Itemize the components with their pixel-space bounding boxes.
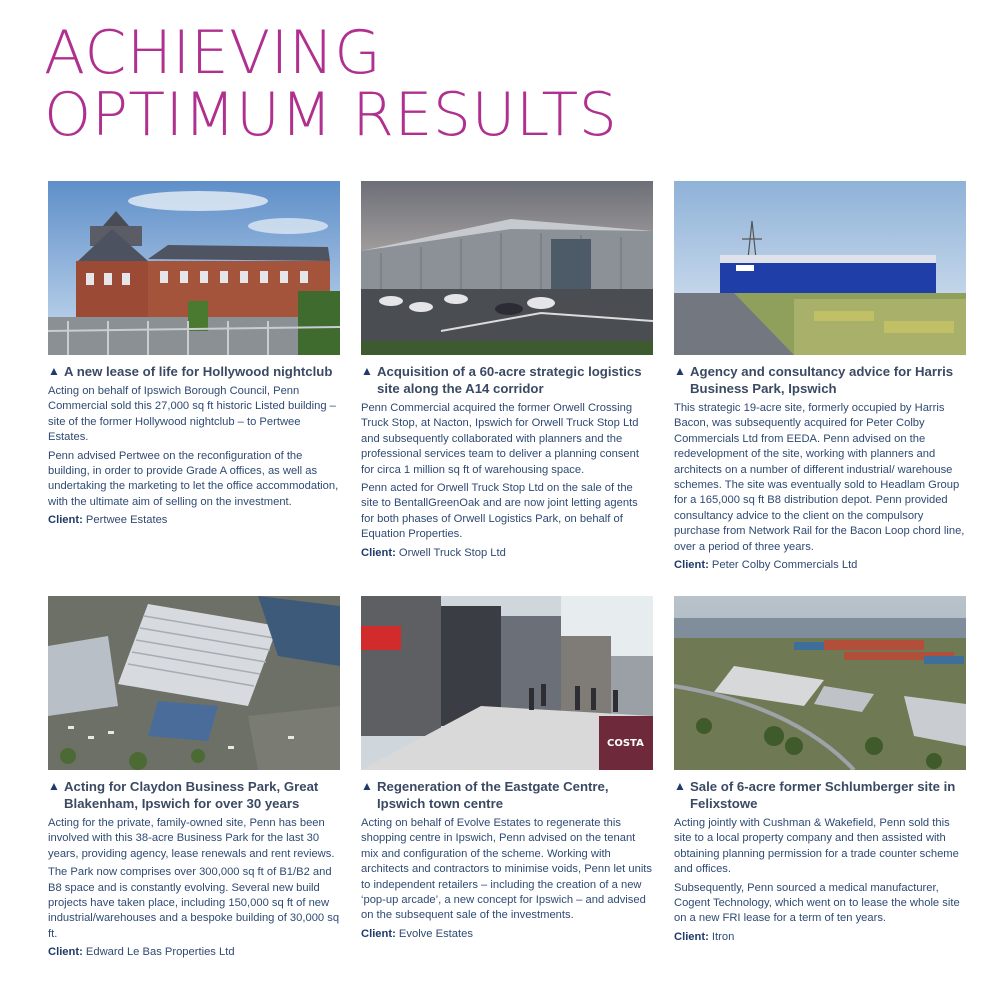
- photo-harris-business-park: [674, 181, 966, 355]
- client-name: Itron: [711, 930, 735, 943]
- card-paragraph: The Park now comprises over 300,000 sq ft of B1/B2 and B8 space and is constantly evolving. Several new build projects have taken place, including 150,000 sq ft of new industrial/warehouses and a bespoke building of 30,000 sq ft.: [48, 866, 340, 940]
- card-body: [674, 816, 966, 927]
- card-heading-text: Regeneration of the Eastgate Centre, Ipswich town centre: [377, 779, 609, 811]
- card-paragraph: This strategic 19-acre site, formerly occupied by Harris Bacon, was subsequently acquired for Peter Colby Commercials Ltd from EEDA. Penn advised on the redevelopment of the site, working with planners and architects on a number of different industrial/ warehouse schemes. The site was eventually sold to Headlam Group for a 165,000 sq ft B8 distribution depot. Penn provided consultancy advice to the client on the compulsory purchase from Network Rail for the Bacon Loop chord line, over a period of three years.: [674, 402, 965, 553]
- card-body: [674, 401, 966, 555]
- client-name: Evolve Estates: [398, 927, 473, 940]
- client-line: [48, 513, 340, 528]
- triangle-bullet-icon: ▲: [48, 364, 60, 378]
- triangle-bullet-icon: ▲: [48, 779, 60, 793]
- client-name: Edward Le Bas Properties Ltd: [85, 946, 235, 959]
- card-paragraph: Penn Commercial acquired the former Orwell Crossing Truck Stop, at Nacton, Ipswich for Orwell Truck Stop Ltd and subsequently collaborated with planners and the professional services team to deliver a planning consent for circa 1 million sq ft of warehousing space.: [361, 402, 639, 476]
- card-heading: [361, 363, 653, 397]
- client-label: Client:: [48, 946, 83, 959]
- card-body: [361, 401, 653, 543]
- case-study-harris: [674, 181, 966, 573]
- card-paragraph: Subsequently, Penn sourced a medical manufacturer, Cogent Technology, which went on to lease the whole site on a new FRI lease for a term of ten years.: [674, 881, 960, 925]
- photo-felixstowe-aerial: [674, 596, 966, 770]
- page-title: [44, 18, 618, 150]
- case-study-eastgate: [361, 596, 653, 942]
- case-study-claydon: [48, 596, 340, 960]
- card-heading-text: Acting for Claydon Business Park, Great Blakenham, Ipswich for over 30 years: [64, 779, 319, 811]
- photo-eastgate-street: [361, 596, 653, 770]
- card-heading: [674, 778, 966, 812]
- card-heading-text: A new lease of life for Hollywood nightclub: [64, 364, 333, 379]
- card-heading: [674, 363, 966, 397]
- case-study-schlumberger: [674, 596, 966, 945]
- photo-logistics-warehouse: [361, 181, 653, 355]
- title-line-2: OPTIMUM RESULTS: [44, 80, 618, 150]
- card-body: [361, 816, 653, 924]
- card-paragraph: Acting on behalf of Ipswich Borough Council, Penn Commercial sold this 27,000 sq ft historic Listed building – site of the former Hollywood nightclub – to Pertwee Estates.: [48, 385, 336, 444]
- triangle-bullet-icon: ▲: [674, 364, 686, 378]
- client-label: Client:: [48, 514, 83, 527]
- client-label: Client:: [674, 930, 709, 943]
- client-line: [674, 930, 966, 945]
- card-heading-text: Sale of 6-acre former Schlumberger site in Felixstowe: [690, 779, 956, 811]
- card-paragraph: Acting on behalf of Evolve Estates to regenerate this shopping centre in Ipswich, Penn advised on the tenant mix and configuration of the scheme. Working with architects and contractors to minimise voids, Penn let units to independent retailers – including the creation of a new ‘pop-up arcade’, a new concept for Ipswich – and advised on the subsequent sale of the investments.: [361, 817, 653, 922]
- card-paragraph: Acting for the private, family-owned site, Penn has been involved with this 38-acre Business Park for the last 30 years, providing agency, lease renewals and rent reviews.: [48, 817, 335, 860]
- card-paragraph: Penn advised Pertwee on the reconfiguration of the building, in order to provide Grade A offices, as well as undertaking the marketing to let the office accommodation, with the ultimate aim of selling on the investment.: [48, 449, 339, 508]
- triangle-bullet-icon: ▲: [361, 364, 373, 378]
- card-body: [48, 816, 340, 942]
- client-line: [361, 546, 653, 561]
- client-line: [48, 945, 340, 960]
- title-line-1: ACHIEVING: [44, 18, 382, 88]
- card-paragraph: Penn acted for Orwell Truck Stop Ltd on the sale of the site to BentallGreenOak and are now joint letting agents for both phases of Orwell Logistics Park, on behalf of Equation Properties.: [361, 482, 638, 541]
- triangle-bullet-icon: ▲: [361, 779, 373, 793]
- photo-claydon-aerial: [48, 596, 340, 770]
- case-study-hollywood: [48, 181, 340, 528]
- client-label: Client:: [361, 927, 396, 940]
- client-name: Peter Colby Commercials Ltd: [711, 559, 858, 572]
- case-study-orwell: [361, 181, 653, 561]
- card-heading: [48, 778, 340, 812]
- card-paragraph: Acting jointly with Cushman & Wakefield, Penn sold this site to a local property company and then assisted with obtaining planning permission for a trade counter scheme and offices.: [674, 817, 959, 876]
- card-heading: [361, 778, 653, 812]
- client-label: Client:: [361, 546, 396, 559]
- card-heading: [48, 363, 340, 380]
- client-line: [361, 927, 653, 942]
- client-name: Pertwee Estates: [85, 514, 168, 527]
- client-label: Client:: [674, 559, 709, 572]
- card-heading-text: Acquisition of a 60-acre strategic logistics site along the A14 corridor: [377, 364, 642, 396]
- card-body: [48, 384, 340, 510]
- card-heading-text: Agency and consultancy advice for Harris Business Park, Ipswich: [690, 364, 954, 396]
- client-name: Orwell Truck Stop Ltd: [398, 546, 506, 559]
- client-line: [674, 558, 966, 573]
- photo-hollywood-building: [48, 181, 340, 355]
- costa-sign-text: COSTA: [607, 738, 644, 749]
- triangle-bullet-icon: ▲: [674, 779, 686, 793]
